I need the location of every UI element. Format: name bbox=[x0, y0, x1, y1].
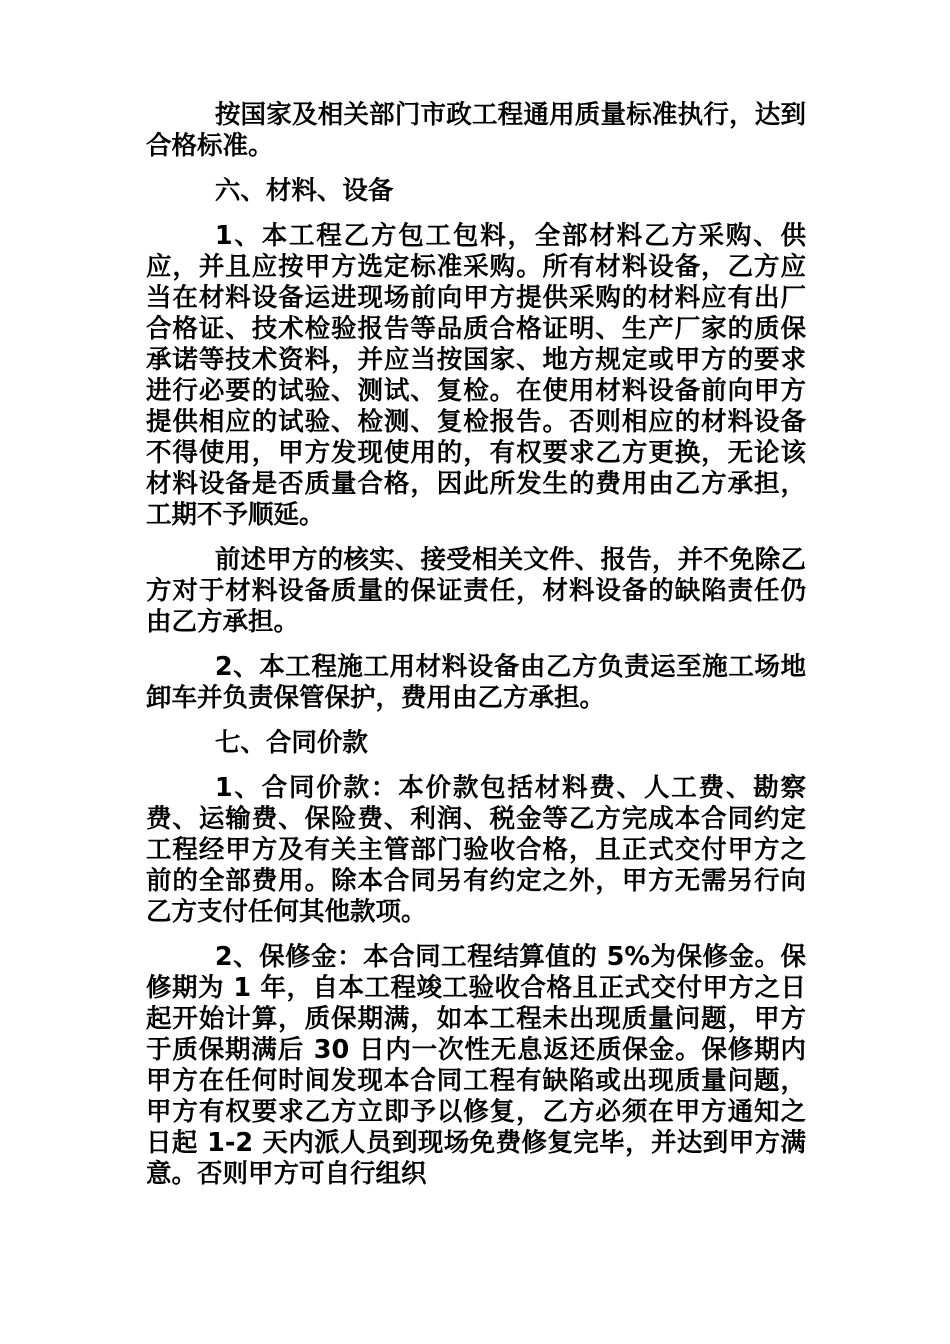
paragraph-warranty-deposit: 2、保修金：本合同工程结算值的 5%为保修金。保修期为 1 年，自本工程竣工验收合格且正式交付甲方之日起开始计算，质保期满，如本工程未出现质量问题，甲方于质保期满后 30 日内一次性无息返还质保金。保修期内甲方在任何时间发现本合同工程有缺陷或出现质量问题，甲方有权要求乙方立即予以修复，乙方必须在甲方通知之日起 1-2 天内派人员到现场免费修复完毕，并达到甲方满意。否则甲方可自行组织 bbox=[146, 942, 806, 1189]
section-heading-materials: 六、材料、设备 bbox=[214, 176, 394, 206]
paragraph-contract-price: 1、合同价款：本价款包括材料费、人工费、勘察费、运输费、保险费、利润、税金等乙方完成本合同约定工程经甲方及有关主管部门验收合格，且正式交付甲方之前的全部费用。除本合同另有约定之外，甲方无需另行向乙方支付任何其他款项。 bbox=[146, 773, 806, 927]
paragraph-materials-procurement: 1、本工程乙方包工包料，全部材料乙方采购、供应，并且应按甲方选定标准采购。所有材料设备，乙方应当在材料设备运进现场前向甲方提供采购的材料应有出厂合格证、技术检验报告等品质合格证明、生产厂家的质保承诺等技术资料，并应当按国家、地方规定或甲方的要求进行必要的试验、测试、复检。在使用材料设备前向甲方提供相应的试验、检测、复检报告。否则相应的材料设备不得使用，甲方发现使用的，有权要求乙方更换，无论该材料设备是否质量合格，因此所发生的费用由乙方承担，工期不予顺延。 bbox=[146, 221, 806, 530]
section-heading-contract-price: 七、合同价款 bbox=[214, 728, 368, 758]
document-body bbox=[146, 100, 806, 1204]
paragraph-materials-transport: 2、本工程施工用材料设备由乙方负责运至施工场地卸车并负责保管保护，费用由乙方承担。 bbox=[146, 652, 806, 713]
paragraph-materials-liability: 前述甲方的核实、接受相关文件、报告，并不免除乙方对于材料设备质量的保证责任，材料设备的缺陷责任仍由乙方承担。 bbox=[146, 545, 806, 637]
paragraph-quality-standard: 按国家及相关部门市政工程通用质量标准执行，达到合格标准。 bbox=[146, 100, 806, 161]
